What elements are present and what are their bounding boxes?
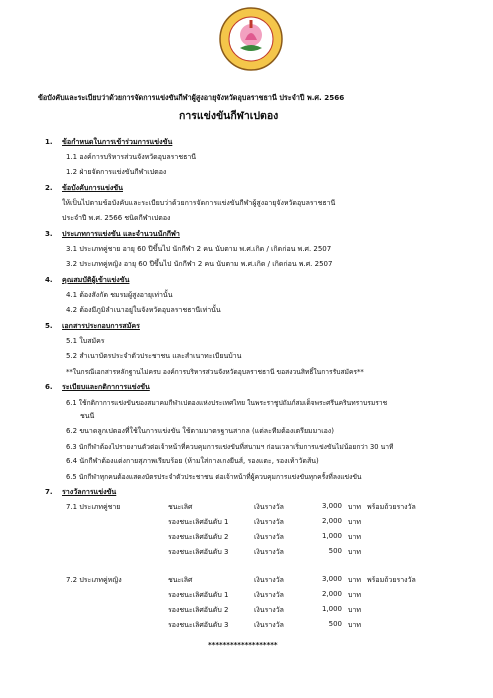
prize-amount: 500 [328, 547, 342, 555]
section-6-item: 6.2 ขนาดลูกเปตองที่ใช้ในการแข่งขัน ใช้ตามมาตรฐานสากล (แต่ละทีมต้องเตรียมมาเอง) [66, 427, 334, 435]
prize-group-label: 7.1 ประเภทคู่ชาย [66, 503, 121, 511]
prize-extra: พร้อมถ้วยรางวัล [367, 576, 416, 584]
section-6-heading: ระเบียบและกติกาการแข่งขัน [62, 382, 150, 391]
section-7-heading: รางวัลการแข่งขัน [62, 487, 117, 496]
prize-money-label: เงินรางวัล [254, 518, 284, 526]
prize-place: รองชนะเลิศอันดับ 1 [168, 591, 229, 599]
section-3-item: 3.1 ประเภทคู่ชาย อายุ 60 ปีขึ้นไป นักกีฬา 2 คน นับตาม พ.ศ.เกิด / เกิดก่อน พ.ศ. 2507 [66, 245, 332, 253]
section-2-text: ให้เป็นไปตามข้อบังคับและระเบียบว่าด้วยการจัดการแข่งขันกีฬาผู้สูงอายุจังหวัดอุบลราชธานี [62, 199, 336, 207]
section-6-item-cont: ชนนี [80, 412, 95, 420]
prize-place: ชนะเลิศ [168, 503, 193, 511]
prize-amount: 2,000 [321, 517, 342, 525]
section-6-item: 6.1 ใช้กติกาการแข่งขันของสมาคมกีฬาเปตองแห่งประเทศไทย ในพระราชูปถัมภ์สมเด็จพระศรีนครินทราบรมราช [66, 399, 388, 407]
prize-money-label: เงินรางวัล [254, 548, 284, 556]
prize-unit: บาท [348, 591, 361, 599]
prize-amount: 2,000 [321, 590, 342, 598]
prize-money-label: เงินรางวัล [254, 576, 284, 584]
prize-money-label: เงินรางวัล [254, 533, 284, 541]
org-emblem-icon [218, 6, 284, 72]
section-3-number: 3. [45, 229, 53, 238]
prize-place: รองชนะเลิศอันดับ 2 [168, 533, 229, 541]
prize-unit: บาท [348, 621, 361, 629]
prize-place: รองชนะเลิศอันดับ 1 [168, 518, 229, 526]
end-of-document-stars: ******************* [208, 641, 278, 649]
section-5-item: 5.1 ใบสมัคร [66, 337, 105, 345]
prize-money-label: เงินรางวัล [254, 606, 284, 614]
prize-amount: 3,000 [321, 575, 342, 583]
section-5-number: 5. [45, 321, 53, 330]
prize-money-label: เงินรางวัล [254, 591, 284, 599]
prize-place: รองชนะเลิศอันดับ 2 [168, 606, 229, 614]
section-5-item: 5.2 สำเนาบัตรประจำตัวประชาชน และสำเนาทะเบียนบ้าน [66, 352, 242, 360]
prize-money-label: เงินรางวัล [254, 621, 284, 629]
section-2-text: ประจำปี พ.ศ. 2566 ชนิดกีฬาเปตอง [62, 214, 171, 222]
section-4-number: 4. [45, 275, 53, 284]
section-4-heading: คุณสมบัติผู้เข้าแข่งขัน [62, 275, 130, 284]
section-5-heading: เอกสารประกอบการสมัคร [62, 321, 140, 330]
section-2-heading: ข้อบังคับการแข่งขัน [62, 183, 123, 192]
prize-place: ชนะเลิศ [168, 576, 193, 584]
prize-amount: 500 [328, 620, 342, 628]
prize-amount: 1,000 [321, 532, 342, 540]
prize-unit: บาท [348, 518, 361, 526]
document-title: ข้อบังคับและระเบียบว่าด้วยการจัดการแข่งขันกีฬาผู้สูงอายุจังหวัดอุบลราชธานี ประจำปี พ.ศ. 2566 [38, 93, 345, 102]
section-5-note: **ในกรณีเอกสารหลักฐานไม่ครบ องค์การบริหารส่วนจังหวัดอุบลราชธานี ขอสงวนสิทธิ์ในการรับสมัคร** [66, 368, 364, 376]
prize-unit: บาท [348, 548, 361, 556]
prize-unit: บาท [348, 503, 361, 511]
section-1-number: 1. [45, 137, 53, 146]
prize-group-label: 7.2 ประเภทคู่หญิง [66, 576, 122, 584]
prize-amount: 3,000 [321, 502, 342, 510]
section-3-heading: ประเภทการแข่งขัน และจำนวนนักกีฬา [62, 229, 180, 238]
prize-unit: บาท [348, 606, 361, 614]
section-4-item: 4.1 ต้องสังกัด ชมรมผู้สูงอายุเท่านั้น [66, 291, 173, 299]
section-6-item: 6.3 นักกีฬาต้องไปรายงานตัวต่อเจ้าหน้าที่ควบคุมการแข่งขันที่สนามฯ ก่อนเวลาเริ่มการแข่งขันไม่น้อยกว่า 30 นาที [66, 443, 394, 451]
section-7-number: 7. [45, 487, 53, 496]
prize-unit: บาท [348, 533, 361, 541]
prize-place: รองชนะเลิศอันดับ 3 [168, 548, 229, 556]
document-subtitle: การแข่งขันกีฬาเปตอง [179, 110, 279, 122]
section-6-number: 6. [45, 382, 53, 391]
section-4-item: 4.2 ต้องมีภูมิลำเนาอยู่ในจังหวัดอุบลราชธานีเท่านั้น [66, 306, 221, 314]
section-1-item: 1.2 ฝ่ายจัดการแข่งขันกีฬาเปตอง [66, 168, 167, 176]
prize-unit: บาท [348, 576, 361, 584]
prize-money-label: เงินรางวัล [254, 503, 284, 511]
section-1-item: 1.1 องค์การบริหารส่วนจังหวัดอุบลราชธานี [66, 153, 197, 161]
section-2-number: 2. [45, 183, 53, 192]
prize-amount: 1,000 [321, 605, 342, 613]
section-6-item: 6.4 นักกีฬาต้องแต่งกายสุภาพเรียบร้อย (ห้ามใส่กางเกงยีนส์, รองแตะ, รองเท้าวัดส้น) [66, 457, 319, 465]
section-3-item: 3.2 ประเภทคู่หญิง อายุ 60 ปีขึ้นไป นักกีฬา 2 คน นับตาม พ.ศ.เกิด / เกิดก่อน พ.ศ. 2507 [66, 260, 333, 268]
prize-extra: พร้อมถ้วยรางวัล [367, 503, 416, 511]
section-6-item: 6.5 นักกีฬาทุกคนต้องแสดงบัตรประจำตัวประชาชน ต่อเจ้าหน้าที่ผู้ควบคุมการแข่งขันทุกครั้งที่ลงแข่งขัน [66, 473, 362, 481]
section-1-heading: ข้อกำหนดในการเข้าร่วมการแข่งขัน [62, 137, 173, 146]
prize-place: รองชนะเลิศอันดับ 3 [168, 621, 229, 629]
